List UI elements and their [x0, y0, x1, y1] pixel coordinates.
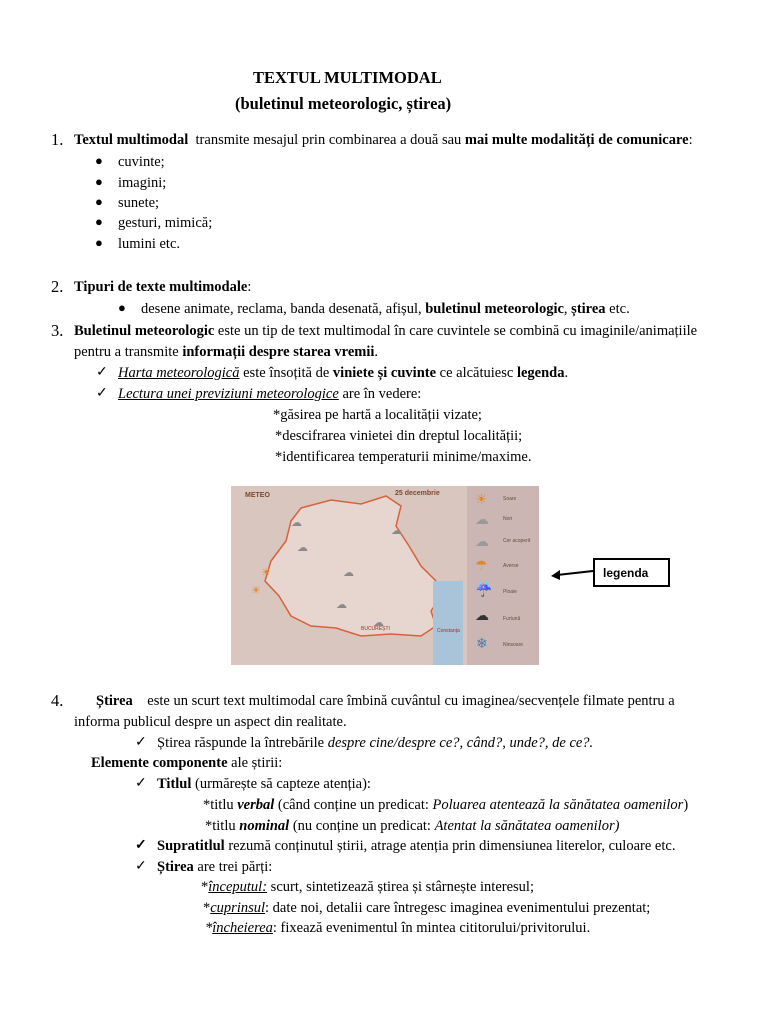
- part-incheierea: *încheierea: fixează evenimentul în mintea cititorului/privitorului.: [205, 920, 591, 936]
- stirea-text: are trei părți:: [197, 859, 273, 875]
- page-title: TEXTUL MULTIMODAL: [253, 68, 442, 87]
- list-item: [118, 300, 126, 317]
- part-cuprinsul: *cuprinsul: date noi, detalii care întregesc imaginea evenimentului prezentat;: [203, 900, 651, 916]
- showers-icon: ☂: [475, 559, 488, 574]
- section-4-line-2: informa publicul despre un aspect din realitate.: [74, 714, 347, 730]
- legend-callout-label: legenda: [603, 566, 649, 580]
- term-text-multimodal: Textul multimodal: [74, 132, 189, 148]
- bullet-icon: ●: [95, 174, 103, 189]
- incheierea-term: încheierea: [212, 920, 273, 936]
- section-3-line-1: [74, 323, 697, 340]
- sun-icon: ☀: [251, 585, 261, 597]
- titlul-text: (urmărește să capteze atenția):: [195, 776, 371, 792]
- legend-label: Averse: [503, 563, 519, 569]
- checkmark-icon: ✓: [135, 735, 147, 750]
- section-4-line-1: [96, 693, 675, 710]
- list-item-label: gesturi, mimică;: [118, 215, 213, 231]
- checkmark-icon: ✓: [135, 838, 147, 853]
- check-text: Știrea răspunde la întrebările: [157, 735, 325, 751]
- legend-label: Furtună: [503, 616, 521, 622]
- cuprinsul-text: : date noi, detalii care întregesc imaginea evenimentului prezentat;: [265, 900, 651, 916]
- cloud-icon: ☁: [475, 513, 489, 528]
- section-4-check-stirea: [157, 859, 272, 876]
- term-buletin: Buletinul meteorologic: [74, 323, 215, 339]
- titlul-bold: Titlul: [157, 776, 192, 792]
- stirea-bold: Știrea: [157, 859, 194, 875]
- section-3-number: 3.: [51, 321, 64, 340]
- map-city: Constanța: [437, 628, 460, 634]
- legend-label: Soare: [503, 496, 517, 502]
- term-tipuri: Tipuri de texte multimodale: [74, 279, 248, 295]
- section-2-item-bold-2: știrea: [571, 301, 606, 317]
- section-4-check-titlul: [157, 776, 371, 793]
- verbal-term: verbal: [237, 797, 275, 813]
- bullet-icon: ●: [95, 214, 103, 229]
- section-2-item-comma: ,: [563, 301, 568, 317]
- list-item-label: imagini;: [118, 175, 167, 191]
- section-3-line-2: [74, 344, 378, 361]
- cloud-icon: ☁: [391, 525, 402, 537]
- section-3-check-2: [118, 386, 421, 403]
- inceputul-term: începutul:: [208, 879, 268, 895]
- section-2-number: 2.: [51, 277, 64, 296]
- nominal-prefix: *titlu: [205, 818, 236, 834]
- legend-label: Ploaie: [503, 589, 517, 595]
- checkmark-icon: ✓: [96, 386, 108, 401]
- list-item-label: sunete;: [118, 195, 160, 211]
- lectura-term: Lectura unei previziuni meteorologice: [118, 386, 339, 402]
- section-1-emphasis: mai multe modalități de comunicare: [464, 132, 689, 148]
- sea-region: [433, 581, 463, 665]
- nominal-term: nominal: [239, 818, 290, 834]
- legend-label: Ninsoare: [503, 642, 524, 648]
- section-2-line: [74, 279, 251, 296]
- checkmark-icon: ✓: [135, 859, 147, 874]
- checkmark-icon: ✓: [135, 776, 147, 791]
- cuprinsul-term: cuprinsul: [210, 900, 266, 916]
- storm-icon: ☁: [475, 609, 489, 624]
- elements-bold: Elemente componente: [91, 755, 228, 771]
- sun-icon: ☀: [475, 493, 488, 508]
- section-1-text: transmite mesajul prin combinarea a două sau: [195, 132, 462, 148]
- section-4-number: 4.: [51, 691, 64, 710]
- term-stirea: Știrea: [96, 693, 133, 709]
- section-2-item-bold-1: buletinul meteorologic: [425, 301, 564, 317]
- section-2-item-end: etc.: [609, 301, 630, 317]
- verbal-example: Poluarea atentează la sănătatea oamenilor: [432, 797, 684, 813]
- list-item: [95, 214, 103, 231]
- check-1-text-2: ce alcătuiesc: [439, 365, 514, 381]
- list-item-label: cuvinte;: [118, 154, 165, 170]
- part-inceputul: *începutul: scurt, sintetizează știrea și stârnește interesul;: [201, 879, 534, 895]
- verbal-prefix: *titlu: [203, 797, 234, 813]
- list-item-label: lumini etc.: [118, 236, 181, 252]
- snow-icon: ❄: [476, 637, 488, 652]
- section-2-item-text: desene animate, reclama, banda desenată, afișul,: [141, 301, 422, 317]
- cloud-icon: ☁: [343, 567, 354, 579]
- verbal-end: ): [683, 797, 689, 813]
- bullet-icon: ●: [95, 194, 103, 209]
- list-item: [95, 235, 103, 252]
- cloud-icon: ☁: [373, 617, 384, 629]
- section-2-item: [141, 301, 630, 318]
- legend-label: Cer acoperit: [503, 538, 531, 544]
- legend-label: Nori: [503, 516, 513, 522]
- check-1-text: este însoțită de: [243, 365, 330, 381]
- list-item: [95, 174, 103, 191]
- section-2-colon: :: [247, 279, 252, 295]
- elements-text: ale știrii:: [231, 755, 283, 771]
- bullet-icon: ●: [95, 153, 103, 168]
- list-item: [95, 153, 103, 170]
- check-2-text: are în vedere:: [342, 386, 422, 402]
- check-1-bold-2: legenda: [516, 365, 565, 381]
- map-label: METEO: [245, 492, 270, 499]
- nominal-example: Atentat la sănătatea oamenilor): [434, 818, 620, 834]
- section-4-check-1: [157, 735, 593, 752]
- sub-item: *identificarea temperaturii minime/maxime.: [275, 449, 532, 465]
- section-4-text: este un scurt text multimodal care îmbină cuvântul cu imaginea/secvențele filmate pentru a: [147, 693, 675, 709]
- section-3-line-2-text: pentru a transmite: [74, 344, 179, 360]
- verbal-text: (când conține un predicat:: [277, 797, 429, 813]
- overcast-icon: ☁: [475, 535, 489, 550]
- section-3-line-2-end: .: [374, 344, 379, 360]
- check-italic: despre cine/despre ce?, când?, unde?, de ce?.: [327, 735, 594, 751]
- map-date: 25 decembrie: [395, 490, 440, 497]
- rain-icon: ☔: [475, 583, 493, 598]
- sub-item: *descifrarea vinietei din dreptul localității;: [275, 428, 523, 444]
- check-1-end: .: [564, 365, 569, 381]
- map-city: BUCUREȘTI: [361, 626, 390, 632]
- section-1-line: [74, 132, 693, 149]
- incheierea-text: : fixează evenimentul în mintea cititorului/privitorului.: [272, 920, 591, 936]
- cloud-icon: ☁: [291, 517, 302, 529]
- inceputul-text: scurt, sintetizează știrea și stârnește interesul;: [270, 879, 534, 895]
- cloud-icon: ☁: [336, 599, 347, 611]
- section-3-line-2-bold: informații despre starea vremii: [182, 344, 375, 360]
- section-4-check-supratitlul: [157, 838, 675, 855]
- checkmark-icon: ✓: [96, 365, 108, 380]
- section-3-check-1: [118, 365, 568, 382]
- arrow-left-icon: [549, 566, 595, 580]
- weather-map-image: [231, 486, 539, 665]
- elements-heading: [91, 755, 282, 772]
- section-1-number: 1.: [51, 130, 64, 149]
- supratitlul-bold: Supratitlul: [157, 838, 225, 854]
- sub-item: *găsirea pe hartă a localității vizate;: [273, 407, 482, 423]
- bullet-icon: ●: [95, 235, 103, 250]
- title-type-verbal: [203, 797, 688, 814]
- section-3-text: este un tip de text multimodal în care cuvintele se combină cu imaginile/animațiile: [217, 323, 698, 339]
- sun-icon: ☀: [261, 567, 271, 579]
- check-1-bold: viniete și cuvinte: [332, 365, 437, 381]
- bullet-icon: ●: [118, 300, 126, 315]
- supratitlul-text: rezumă conținutul știrii, atrage atenția prin dimensiunea literelor, culoare etc.: [228, 838, 676, 854]
- title-type-nominal: [205, 818, 619, 835]
- page-subtitle: (buletinul meteorologic, știrea): [235, 94, 452, 113]
- section-1-colon: :: [688, 132, 693, 148]
- legend-callout: [593, 558, 670, 587]
- list-item: [95, 194, 103, 211]
- harta-term: Harta meteorologică: [118, 365, 240, 381]
- cloud-icon: ☁: [297, 542, 308, 554]
- nominal-text: (nu conține un predicat:: [292, 818, 431, 834]
